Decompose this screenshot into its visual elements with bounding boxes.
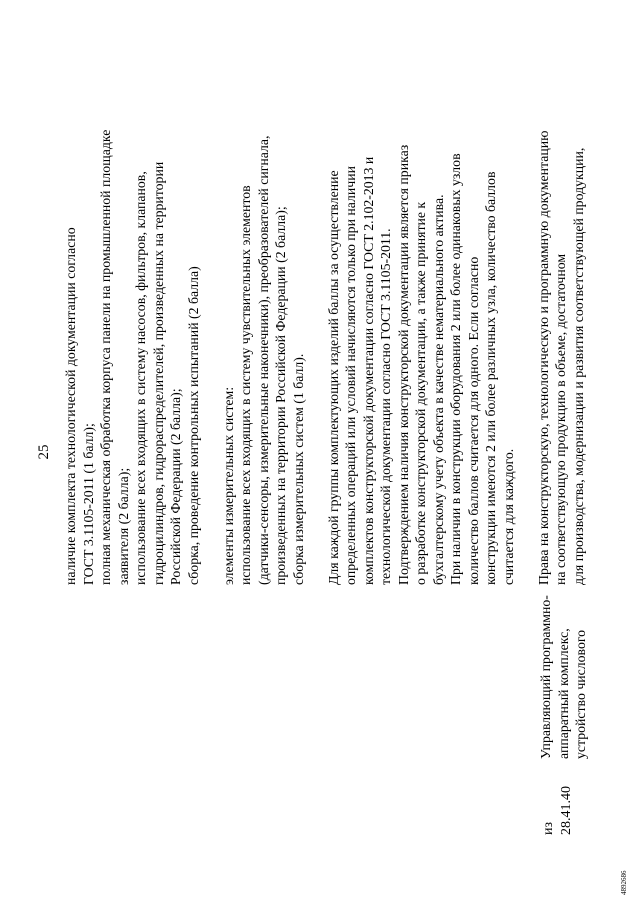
- desc-line: Российской Федерации (2 балла);: [168, 388, 183, 585]
- scoring-rules-block: [325, 25, 518, 585]
- desc-line: количество баллов считается для одного. Если согласно: [465, 256, 481, 585]
- desc-line: Для каждой группы комплектующих изделий баллы за осуществление: [325, 170, 341, 585]
- desc-line: (датчики-сенсоры, измерительные наконечники), преобразователей сигнала,: [255, 135, 271, 585]
- document-id: 4892686: [620, 870, 628, 895]
- desc-line: бухгалтерскому учету объекта в качестве нематериального актива.: [430, 194, 446, 585]
- desc-line: сборка измерительных систем (1 балл).: [290, 353, 306, 585]
- product-name: [537, 589, 590, 759]
- desc-line: полная механическая обработка корпуса панели на промышленной площадке: [98, 129, 113, 585]
- desc-line: о разработке конструкторской документации, а также принятие к: [413, 201, 428, 585]
- desc-line: конструкции имеются 2 или более различных узла, количество баллов: [483, 171, 498, 585]
- desc-line: ГОСТ 3.1105-2011 (1 балл);: [80, 423, 96, 585]
- desc-line: гидроцилиндров, гидрораспределителей, произведенных на территории: [150, 161, 166, 585]
- page-number: 25: [36, 444, 52, 460]
- desc-line: произведенных на территории Российской Федерации (2 балла);: [273, 206, 288, 585]
- desc-line: на соответствующую продукцию в объеме, достаточном: [553, 253, 568, 585]
- product-name-line: Управляющий программно-: [538, 595, 553, 759]
- desc-line: Права на конструкторскую, технологическую и программную документацию: [535, 130, 551, 585]
- desc-line: использование всех входящих в систему чувствительных элементов: [238, 185, 253, 585]
- desc-line: технологической документации согласно ГОСТ 3.1105-2011.: [378, 228, 393, 585]
- desc-line: При наличии в конструкции оборудования 2 или более одинаковых узлов: [448, 153, 463, 585]
- desc-line: для производства, модернизации и развития соответствующей продукции,: [570, 147, 586, 585]
- desc-line: Подтверждением наличия конструкторской документации является приказ: [395, 144, 411, 585]
- product-name-line: устройство числового: [573, 629, 588, 759]
- desc-line: определенных операций или условий начисляются только при наличии: [343, 165, 358, 585]
- requirements-description: [62, 25, 587, 585]
- classification-code: из 28.41.40: [541, 786, 574, 835]
- hydraulic-block: [62, 25, 202, 585]
- desc-line: использование всех входящих в систему насосов, фильтров, клапанов,: [133, 171, 148, 585]
- desc-line: сборка, проведение контрольных испытаний (2 балла): [185, 266, 201, 585]
- desc-line: комплектов конструкторской документации согласно ГОСТ 2.102-2013 и: [360, 156, 376, 585]
- desc-line: заявителя (2 балла);: [115, 467, 131, 585]
- desc-line: наличие комплекта технологической документации согласно: [63, 227, 78, 585]
- product-name-line: аппаратный комплекс,: [555, 628, 571, 759]
- rights-block: [535, 25, 588, 585]
- desc-line: элементы измерительных систем:: [220, 386, 236, 585]
- measuring-systems-block: [220, 25, 308, 585]
- desc-line: считается для каждого.: [500, 448, 516, 585]
